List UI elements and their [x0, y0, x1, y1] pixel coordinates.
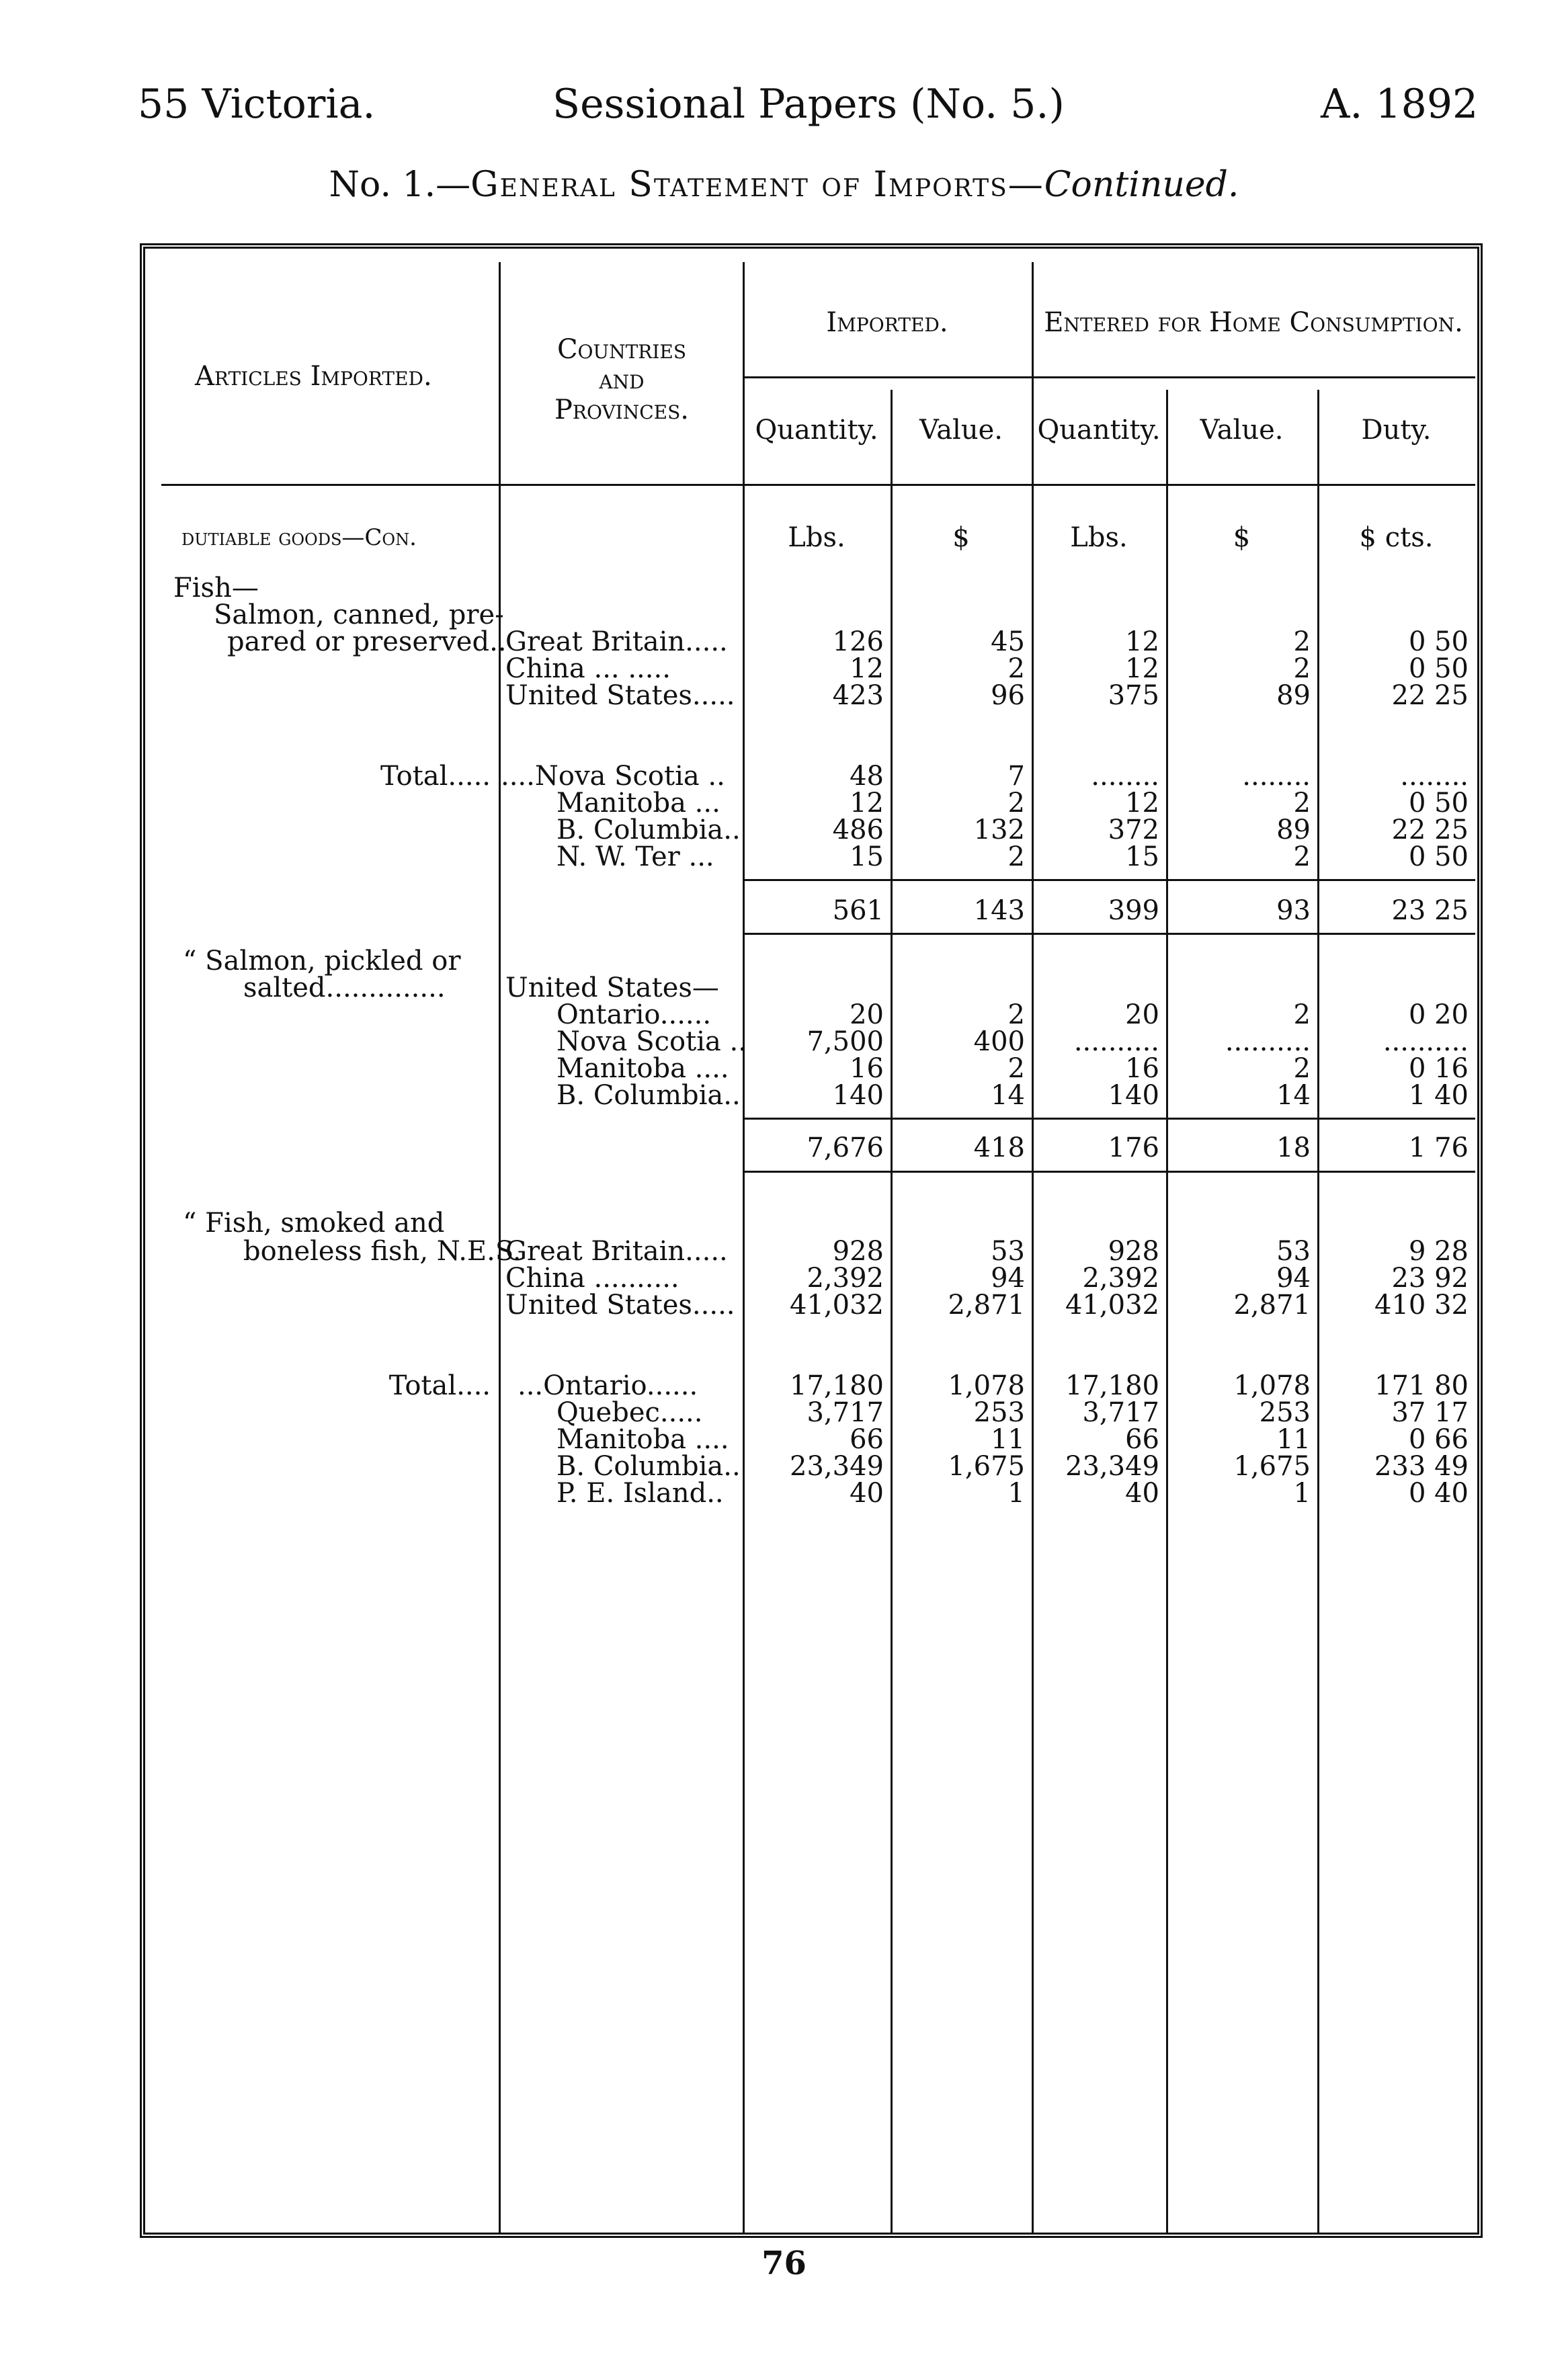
- cell-qty: 12: [850, 788, 884, 819]
- cell-qty-home: 41,032: [1065, 1290, 1159, 1321]
- cell-qty: 41,032: [790, 1290, 884, 1321]
- cell-value-home: ........: [1242, 761, 1311, 792]
- sum-value-home: 93: [1276, 895, 1311, 926]
- cell-value: 1,675: [948, 1451, 1025, 1482]
- title-prefix: No. 1.—: [329, 165, 471, 205]
- cell-value-home: 2: [1293, 626, 1311, 657]
- cell-value: 400: [973, 1026, 1025, 1057]
- sum-value: 143: [973, 895, 1025, 926]
- cell-value-home: 94: [1276, 1263, 1311, 1294]
- country: Manitoba ...: [556, 788, 720, 819]
- col-articles: Articles Imported.: [195, 361, 432, 392]
- cell-qty: 48: [850, 761, 884, 792]
- col-value: Value.: [919, 415, 1003, 446]
- cell-qty: 20: [850, 999, 884, 1030]
- cell-value-home: 2: [1293, 841, 1311, 872]
- rule-subtotal-bottom: [743, 933, 1475, 935]
- cell-duty: 0 50: [1408, 841, 1469, 872]
- col-value-home: Value.: [1200, 415, 1284, 446]
- article-salmon-pickled-2: salted..............: [243, 972, 446, 1003]
- country: Ontario......: [556, 999, 712, 1030]
- cell-qty-home: 12: [1125, 626, 1159, 657]
- cell-value-home: 253: [1259, 1397, 1311, 1428]
- cell-duty: 0 16: [1408, 1053, 1469, 1084]
- country: ....Nova Scotia ..: [501, 761, 725, 792]
- col-countries-1: Countries: [556, 334, 687, 365]
- unit-dollar: $: [952, 522, 970, 553]
- cell-qty-home: 16: [1125, 1053, 1159, 1084]
- cell-qty-home: 15: [1125, 841, 1159, 872]
- title-continued: Continued.: [1044, 165, 1239, 205]
- cell-value: 2: [1007, 1053, 1025, 1084]
- cell-duty: 22 25: [1391, 680, 1469, 711]
- rule-subheader: [743, 376, 1475, 378]
- cell-duty: 37 17: [1391, 1397, 1469, 1428]
- cell-duty: ........: [1400, 761, 1469, 792]
- article-salmon-canned-2: pared or preserved..: [227, 626, 507, 657]
- cell-qty: 140: [832, 1080, 884, 1111]
- col-imported: Imported.: [826, 307, 948, 338]
- country: B. Columbia..: [556, 1080, 741, 1111]
- unit-dollar-home: $: [1233, 522, 1251, 553]
- cell-qty: 2,392: [807, 1263, 884, 1294]
- cell-duty: 9 28: [1408, 1236, 1469, 1267]
- cell-qty: 40: [850, 1478, 884, 1509]
- col-duty: Duty.: [1361, 415, 1432, 446]
- cell-value: 94: [991, 1263, 1025, 1294]
- cell-qty: 7,500: [807, 1026, 884, 1057]
- unit-dollar-cents: $ cts.: [1359, 522, 1434, 553]
- cell-qty-home: 3,717: [1082, 1397, 1159, 1428]
- cell-value: 2: [1007, 841, 1025, 872]
- rule-subtotal: [743, 1118, 1475, 1120]
- sum-value: 418: [973, 1132, 1025, 1163]
- col-quantity-home: Quantity.: [1037, 415, 1161, 446]
- cell-value-home: 2: [1293, 1053, 1311, 1084]
- country: Nova Scotia ..: [556, 1026, 747, 1057]
- header-left: 55 Victoria.: [138, 81, 376, 128]
- cell-value: 1,078: [948, 1370, 1025, 1401]
- cell-duty: 22 25: [1391, 815, 1469, 845]
- sum-qty-home: 176: [1108, 1132, 1159, 1163]
- header-right: A. 1892: [1321, 81, 1479, 128]
- cell-qty: 928: [832, 1236, 884, 1267]
- cell-value: 53: [991, 1236, 1025, 1267]
- cell-qty-home: 12: [1125, 788, 1159, 819]
- country: China ... .....: [505, 653, 671, 684]
- sum-qty: 7,676: [807, 1132, 884, 1163]
- sum-qty: 561: [832, 895, 884, 926]
- cell-qty: 3,717: [807, 1397, 884, 1428]
- title-main: General Statement of Imports—: [470, 165, 1044, 205]
- country: China ..........: [505, 1263, 679, 1294]
- cell-qty-home: 40: [1125, 1478, 1159, 1509]
- cell-qty: 126: [832, 626, 884, 657]
- cell-duty: 0 20: [1408, 999, 1469, 1030]
- article-fish-smoked-2: boneless fish, N.E.S.: [243, 1236, 522, 1267]
- cell-duty: 1 40: [1408, 1080, 1469, 1111]
- cell-duty: 0 50: [1408, 653, 1469, 684]
- cell-duty: 0 66: [1408, 1424, 1469, 1455]
- cell-qty-home: 12: [1125, 653, 1159, 684]
- col-home-consumption: Entered for Home Consumption.: [1044, 307, 1463, 338]
- cell-qty: 66: [850, 1424, 884, 1455]
- cell-value-home: 1: [1293, 1478, 1311, 1509]
- cell-value: 11: [991, 1424, 1025, 1455]
- cell-value-home: 14: [1276, 1080, 1311, 1111]
- cell-value-home: 1,675: [1233, 1451, 1311, 1482]
- cell-qty: 17,180: [790, 1370, 884, 1401]
- cell-qty: 486: [832, 815, 884, 845]
- cell-value-home: 53: [1276, 1236, 1311, 1267]
- cell-value: 2,871: [948, 1290, 1025, 1321]
- country: Manitoba ....: [556, 1053, 729, 1084]
- cell-value-home: 1,078: [1233, 1370, 1311, 1401]
- country: United States.....: [505, 1290, 735, 1321]
- cell-value-home: 2: [1293, 999, 1311, 1030]
- unit-lbs: Lbs.: [788, 522, 845, 553]
- rule-header-bottom: [161, 484, 1475, 486]
- cell-duty: 233 49: [1374, 1451, 1469, 1482]
- rule-subtotal-bottom: [743, 1171, 1475, 1173]
- cell-value-home: ..........: [1225, 1026, 1311, 1057]
- cell-value-home: 2: [1293, 788, 1311, 819]
- cell-qty-home: 140: [1108, 1080, 1159, 1111]
- country: N. W. Ter ...: [556, 841, 714, 872]
- country: United States—: [505, 972, 719, 1003]
- cell-qty: 12: [850, 653, 884, 684]
- cell-value: 2: [1007, 653, 1025, 684]
- cell-value-home: 2,871: [1233, 1290, 1311, 1321]
- article-fish-smoked: “ Fish, smoked and: [183, 1208, 445, 1239]
- country: B. Columbia..: [556, 815, 741, 845]
- cell-duty: 0 40: [1408, 1478, 1469, 1509]
- sum-duty: 23 25: [1391, 895, 1469, 926]
- country: United States.....: [505, 680, 735, 711]
- cell-duty: 0 50: [1408, 788, 1469, 819]
- cell-value: 1: [1007, 1478, 1025, 1509]
- cell-value-home: 2: [1293, 653, 1311, 684]
- cell-qty: 423: [832, 680, 884, 711]
- cell-value: 96: [991, 680, 1025, 711]
- cell-qty-home: 17,180: [1065, 1370, 1159, 1401]
- article-salmon-canned: Salmon, canned, pre-: [214, 599, 504, 630]
- article-salmon-pickled: “ Salmon, pickled or: [183, 946, 461, 976]
- cell-duty: 171 80: [1374, 1370, 1469, 1401]
- cell-value: 132: [973, 815, 1025, 845]
- cell-value-home: 11: [1276, 1424, 1311, 1455]
- cell-duty: ..........: [1383, 1026, 1469, 1057]
- country: P. E. Island..: [556, 1478, 724, 1509]
- cell-value: 2: [1007, 999, 1025, 1030]
- cell-value: 14: [991, 1080, 1025, 1111]
- cell-value: 2: [1007, 788, 1025, 819]
- cell-qty: 16: [850, 1053, 884, 1084]
- cell-qty: 23,349: [790, 1451, 884, 1482]
- country: Manitoba ....: [556, 1424, 729, 1455]
- col-quantity: Quantity.: [755, 415, 878, 446]
- sum-value-home: 18: [1276, 1132, 1311, 1163]
- sum-qty-home: 399: [1108, 895, 1159, 926]
- cell-qty-home: 372: [1108, 815, 1159, 845]
- cell-value-home: 89: [1276, 680, 1311, 711]
- cell-duty: 23 92: [1391, 1263, 1469, 1294]
- cell-duty: 0 50: [1408, 626, 1469, 657]
- country: B. Columbia..: [556, 1451, 741, 1482]
- cell-qty-home: 375: [1108, 680, 1159, 711]
- cell-qty-home: 66: [1125, 1424, 1159, 1455]
- cell-value: 7: [1007, 761, 1025, 792]
- country: Great Britain.....: [505, 626, 728, 657]
- country: ...Ontario......: [518, 1370, 698, 1401]
- page-title: [0, 165, 1568, 205]
- cell-qty: 15: [850, 841, 884, 872]
- cell-qty-home: 23,349: [1065, 1451, 1159, 1482]
- header-center: Sessional Papers (No. 5.): [552, 81, 1065, 128]
- unit-lbs-home: Lbs.: [1070, 522, 1128, 553]
- cell-duty: 410 32: [1374, 1290, 1469, 1321]
- country: Quebec.....: [556, 1397, 703, 1428]
- sum-duty: 1 76: [1408, 1132, 1469, 1163]
- cell-qty-home: 928: [1108, 1236, 1159, 1267]
- article-fish: Fish—: [173, 573, 259, 603]
- cell-qty-home: 2,392: [1082, 1263, 1159, 1294]
- cell-qty-home: 20: [1125, 999, 1159, 1030]
- section-label: dutiable goods—Con.: [181, 524, 417, 551]
- rule-subtotal: [743, 879, 1475, 881]
- page-number: 76: [761, 2245, 807, 2282]
- total-label: Total.....: [380, 761, 491, 792]
- cell-qty-home: ..........: [1073, 1026, 1159, 1057]
- total-label: Total....: [388, 1370, 491, 1401]
- cell-value: 45: [991, 626, 1025, 657]
- cell-value: 253: [973, 1397, 1025, 1428]
- cell-qty-home: ........: [1091, 761, 1159, 792]
- cell-value-home: 89: [1276, 815, 1311, 845]
- col-countries-2: and: [599, 364, 645, 395]
- country: Great Britain.....: [505, 1236, 728, 1267]
- col-countries-3: Provinces.: [554, 394, 689, 425]
